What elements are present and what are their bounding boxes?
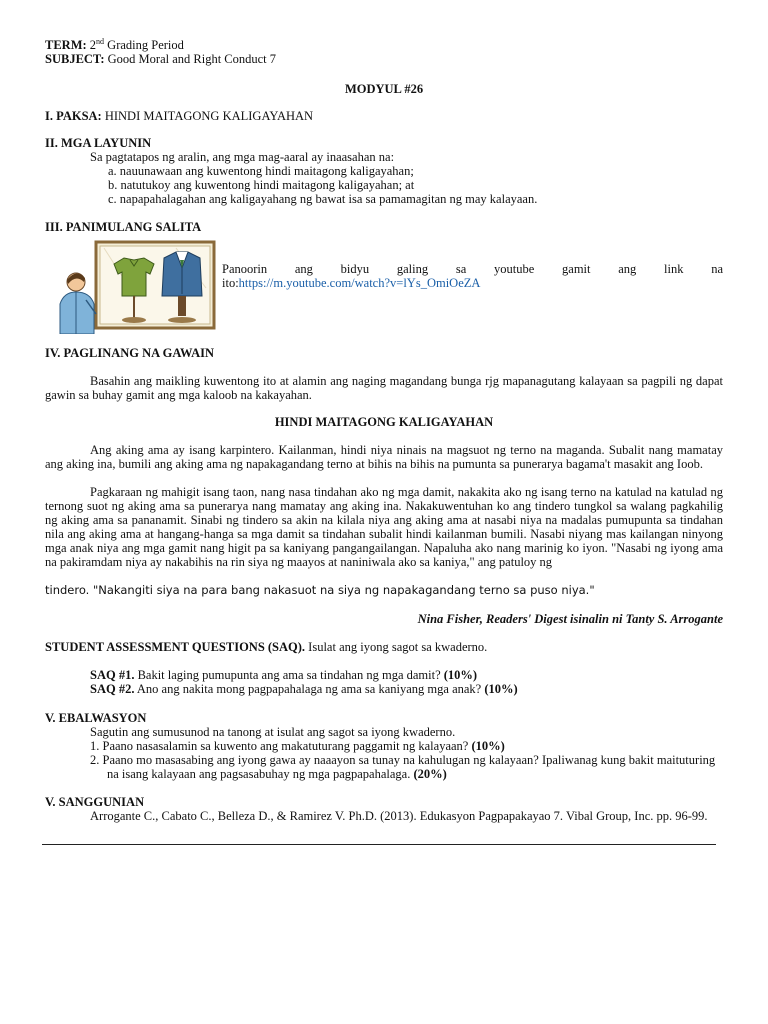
layunin-item: c. napapahalagahan ang kaligayahang ng bawat isa sa pamamagitan ng may kalayaan. bbox=[108, 192, 538, 206]
term-label: TERM: bbox=[45, 38, 87, 52]
ebalwasyon-intro: Sagutin ang sumusunod na tanong at isulat ang sagot sa iyong kwaderno. bbox=[90, 725, 456, 739]
saq-heading: STUDENT ASSESSMENT QUESTIONS (SAQ). bbox=[45, 640, 306, 654]
layunin-heading: II. MGA LAYUNIN bbox=[45, 136, 152, 150]
clothing-store-illustration bbox=[56, 238, 217, 334]
paksa-line bbox=[45, 109, 723, 123]
footer-divider bbox=[42, 844, 716, 845]
term-number: 2 bbox=[89, 38, 97, 52]
ebalwasyon-item bbox=[90, 739, 730, 753]
youtube-link[interactable]: https://m.youtube.com/watch?v=lYs_OmiOeZA bbox=[238, 276, 481, 290]
layunin-item: a. nauunawaan ang kuwentong hindi maitagong kaligayahan; bbox=[108, 164, 414, 178]
saq-instruction: Isulat ang iyong sagot sa kwaderno. bbox=[308, 640, 488, 654]
ebalwasyon-item-number: 2. bbox=[90, 753, 100, 767]
saq-item-label: SAQ #2. bbox=[90, 682, 135, 696]
layunin-intro: Sa pagtatapos ng aralin, ang mga mag-aaral ay inaasahan na: bbox=[90, 150, 395, 164]
saq-item-points: (10%) bbox=[484, 682, 518, 696]
saq-item-text: Bakit laging pumupunta ang ama sa tindahan ng mga damit? bbox=[137, 668, 441, 682]
subject-label: SUBJECT: bbox=[45, 52, 105, 66]
paksa-value: HINDI MAITAGONG KALIGAYAHAN bbox=[104, 109, 314, 123]
term-line bbox=[45, 38, 723, 52]
ebalwasyon-item-text: Paano nasasalamin sa kuwento ang makatuturang paggamit ng kalayaan? bbox=[102, 739, 469, 753]
story-paragraph-2-ending: tindero. "Nakangiti siya na para bang nakasuot na siya ng napakagandang terno sa puso niya." bbox=[45, 583, 595, 597]
paglinang-intro: Basahin ang maikling kuwentong ito at alamin ang naging magandang bunga rjg mapanagutang kalayaan sa pagpili ng dapat gawin sa buhay gamit ang mga kaloob na kakayahan. bbox=[45, 374, 723, 402]
saq-item-points: (10%) bbox=[443, 668, 478, 682]
sanggunian-reference: Arrogante C., Cabato C., Belleza D., & Ramirez V. Ph.D. (2013). Edukasyon Pagpapakayao 7. Vibal Group, Inc. pp. 96-99. bbox=[90, 809, 708, 823]
saq-item-label: SAQ #1. bbox=[90, 668, 135, 682]
subject-value: Good Moral and Right Conduct 7 bbox=[107, 52, 277, 66]
paglinang-heading: IV. PAGLINANG NA GAWAIN bbox=[45, 346, 215, 360]
term-value: Grading Period bbox=[107, 38, 184, 52]
saq-item bbox=[90, 668, 730, 682]
ebalwasyon-item-points: (20%) bbox=[413, 767, 447, 781]
saq-heading-line bbox=[45, 640, 723, 654]
subject-line bbox=[45, 52, 723, 66]
ebalwasyon-item-points: (10%) bbox=[471, 739, 505, 753]
story-paragraph-1: Ang aking ama ay isang karpintero. Kailanman, hindi niya ninais na magsuot ng terno na maganda. Subalit nang mamatay ang aking ina, bumili ang aking ama ng napakagandang terno at bihis na bihis na pumunta sa punerarya bagama't masakit ang Ioob. bbox=[45, 443, 723, 471]
paksa-label: I. PAKSA: bbox=[45, 109, 102, 123]
panimula-heading: III. PANIMULANG SALITA bbox=[45, 220, 202, 234]
sanggunian-heading: V. SANGGUNIAN bbox=[45, 795, 145, 809]
module-title: MODYUL #26 bbox=[344, 82, 424, 96]
panimula-instruction: Panoorin ang bidyu galing sa youtube gamit ang link na bbox=[222, 262, 723, 276]
story-title: HINDI MAITAGONG KALIGAYAHAN bbox=[274, 415, 494, 429]
term-superscript: nd bbox=[96, 36, 105, 46]
ebalwasyon-item-text: Paano mo masasabing ang iyong gawa ay naaayon sa tunay na kahulugan ng kalayaan? Ipaliwanag kung bakit maituturing na isang kalayaan ang pagsasabuhay ng mga pagpapahalaga. bbox=[102, 753, 716, 781]
saq-item bbox=[90, 682, 730, 696]
layunin-item: b. natutukoy ang kuwentong hindi maitagong kaligayahan; at bbox=[108, 178, 415, 192]
ebalwasyon-item-number: 1. bbox=[90, 739, 100, 753]
panimula-link-prefix: ito: bbox=[222, 276, 239, 290]
ebalwasyon-heading: V. EBALWASYON bbox=[45, 711, 147, 725]
story-paragraph-2: Pagkaraan ng mahigit isang taon, nang nasa tindahan ako ng mga damit, nakakita ako ng isang terno na katulad na katulad ng ternong suot ng aking ama sa punerarya nang mamatay ang aking ina. Nakakuwentuhan ko ang tindero tungkol sa walang pagkahilig ng aking ama sa pananamit. Sinabi ng tindero sa akin na kilala niya ang aking ama at nasabi niya na madalas pumupunta sa tindahan nila ang aking ama at hangang-hanga sa mga damit sa tindahan subalit hindi kailanman bumili. Nasabi niyang mas kailangan ninyong mga anak niya ang mga gamit nang higit pa sa kaniyang pangangailangan. Napaluha ako nang marinig ko iyon. "Nasabi ng iyong ama na pakiramdam niya ay nakabihis na rin siya ng maayos at naniniwala ako sa kaniya," ang patuloy ng bbox=[45, 485, 723, 569]
saq-item-text: Ano ang nakita mong pagpapahalaga ng ama sa kaniyang mga anak? bbox=[136, 682, 482, 696]
story-attribution: Nina Fisher, Readers' Digest isinalin ni Tanty S. Arrogante bbox=[417, 612, 723, 626]
panimula-link-line bbox=[222, 276, 723, 290]
ebalwasyon-item bbox=[90, 753, 723, 781]
